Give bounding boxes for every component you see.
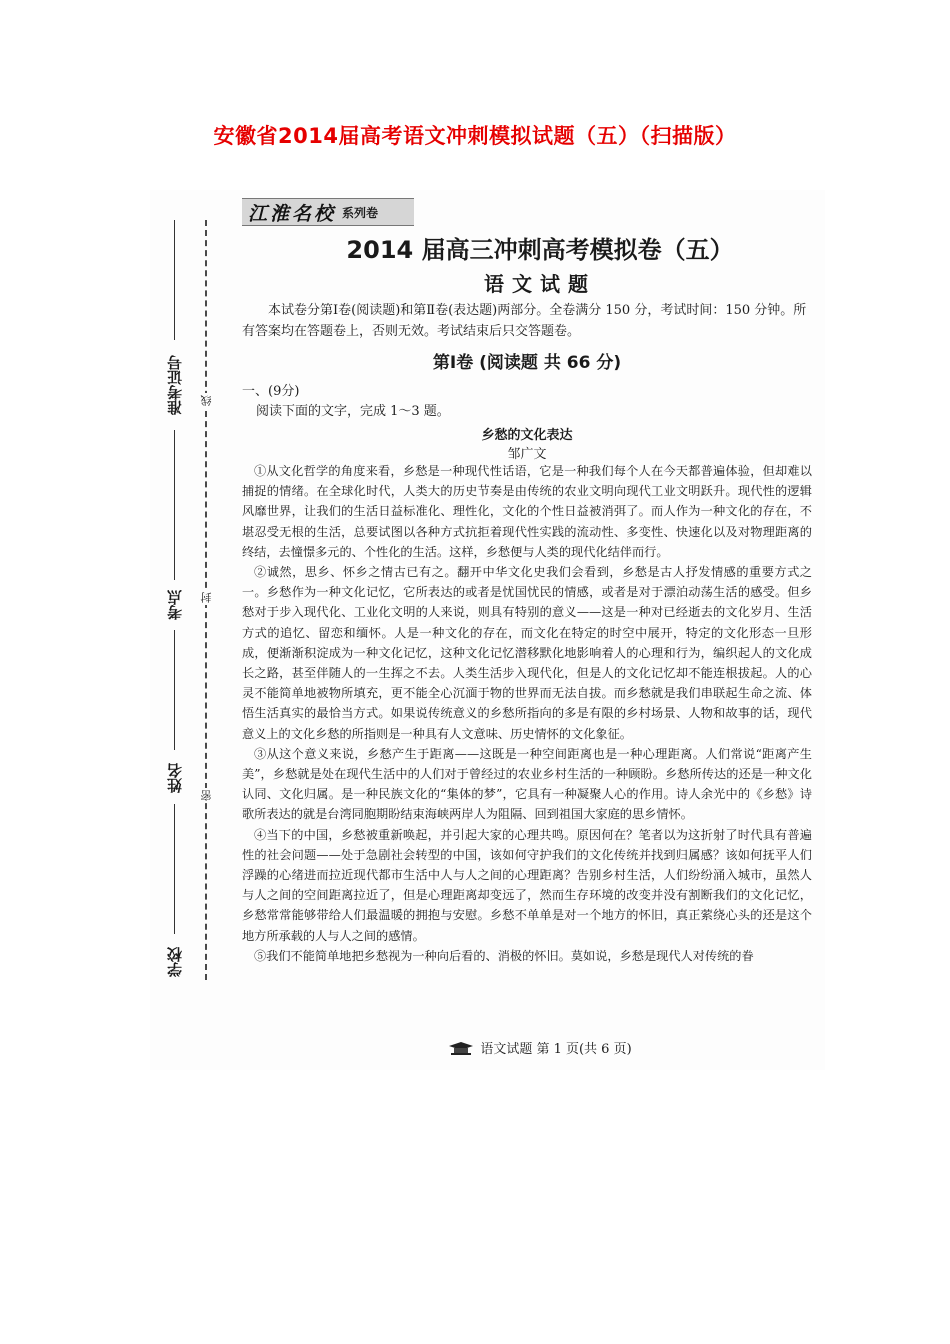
name-label: 姓名 xyxy=(166,763,184,793)
article-author: 邹广文 xyxy=(507,447,547,462)
series-logo-sub: 系列卷 xyxy=(342,205,379,220)
exam-title: 2014 届高三冲刺高考模拟卷（五） xyxy=(346,236,734,264)
graduation-cap-icon xyxy=(448,1041,474,1055)
seal-mark-seal: 封 xyxy=(200,592,213,603)
page-footer xyxy=(300,1038,780,1057)
series-logo xyxy=(242,198,414,226)
school-label: 学校 xyxy=(166,947,184,977)
article-paragraph-4: ④当下的中国，乡愁被重新唤起，并引起大家的心理共鸣。原因何在？笔者以为这折射了时代具有普遍性的社会问题——处于急剧社会转型的中国，该如何守护我们的文化传统并找到归属感？该如何抚平人们浮躁的心绪进而拉近现代都市生活中人与人之间的心理距离？告别乡村生活，人们纷纷涌入城市，虽然人与人之间的空间距离拉近了，但是心理距离却变远了，然而生存环境的改变并没有割断我们的文化记忆，乡愁常常能够带给人们最温暖的拥抱与安慰。乡愁不单单是对一个地方的怀旧，真正萦绕心头的还是这个地方所承载的人与人之间的感情。 xyxy=(242,827,812,943)
series-logo-text: 江淮名校 xyxy=(248,202,337,225)
admission-number-label: 准考证号 xyxy=(166,355,184,415)
field-line xyxy=(174,804,175,934)
section-heading: 第Ⅰ卷 (阅读题 共 66 分) xyxy=(432,353,622,373)
article-paragraph-2: ②诚然，思乡、怀乡之情古已有之。翻开中华文化史我们会看到，乡愁是古人抒发情感的重要方式之一。乡愁作为一种文化记忆，它所表达的或者是忧国忧民的情感，或者是对于漂泊动荡生活的感受。但乡愁对于步入现代化、工业化文明的人来说，则具有特别的意义——这是一种对已经逝去的文化岁月、生活方式的追忆、留恋和缅怀。人是一种文化的存在，而文化在特定的时空中展开，特定的文化形态一旦形成，便渐渐积淀成为一种文化记忆，这种文化记忆潜移默化地影响着人的心理和行为，编织起人的文化成长之路，甚至伴随人的一生挥之不去。人类生活步入现代化，但是人的文化记忆却不能连根拔起。人的心灵不能简单地被物所填充，更不能全心沉湎于物的世界而无法自拔。而乡愁就是我们串联起生命之流、体悟生活真实的最恰当方式。如果说传统意义的乡愁所指向的多是有限的乡村场景、人物和故事的话，现代意义上的文化乡愁的所指则是一种具有人文意味、历史情怀的文化象征。 xyxy=(242,565,812,741)
field-line xyxy=(174,630,175,750)
document-title: 安徽省2014届高考语文冲刺模拟试题（五）（扫描版） xyxy=(213,124,737,148)
binding-margin xyxy=(150,190,225,1000)
seal-mark-line: 线 xyxy=(200,395,213,406)
exam-site-label: 考点 xyxy=(166,590,184,620)
article-paragraph-1: ①从文化哲学的角度来看，乡愁是一种现代性话语，它是一种我们每个人在今天都普遍体验，但却难以捕捉的情绪。在全球化时代，人类大的历史节奏是由传统的农业文明向现代工业文明跃升。现代性的逻辑风靡世界，让我们的生活日益标准化、理性化，文化的个性日益被消弭了。而人作为一种文化的存在，不堪忍受无根的生活，总要试图以各种方式抗拒着现代性实践的流动性、多变性、快速化以及对物理距离的终结，去憧憬多元的、个性化的生活。这样，乡愁便与人类的现代化结伴而行。 xyxy=(242,464,812,559)
question-label: 一、(9分) xyxy=(242,384,300,399)
article-paragraph-3: ③从这个意义来说，乡愁产生于距离——这既是一种空间距离也是一种心理距离。人们常说“距离产生美”，乡愁就是处在现代生活中的人们对于曾经过的农业乡村生活的一种顾盼。乡愁所传达的还是一种文化认同、文化归属。是一种民族文化的“集体的梦”，它具有一种凝聚人心的作用。诗人余光中的《乡愁》诗歌所表达的就是台湾同胞期盼结束海峡两岸人为阻隔、回到祖国大家庭的思乡情怀。 xyxy=(242,746,812,822)
question-instruction: 阅读下面的文字，完成 1～3 题。 xyxy=(256,404,450,419)
scanned-exam-page xyxy=(150,190,825,1070)
page-number: 语文试题 第 1 页(共 6 页) xyxy=(480,1042,632,1057)
article-body xyxy=(242,461,812,966)
seal-mark-secret: 密 xyxy=(200,790,213,801)
article-paragraph-5: ⑤我们不能简单地把乡愁视为一种向后看的、消极的怀旧。莫如说，乡愁是现代人对传统的眷 xyxy=(254,948,754,963)
field-line xyxy=(174,220,175,340)
subject-title: 语文试题 xyxy=(484,272,596,296)
exam-instructions: 本试卷分第Ⅰ卷(阅读题)和第Ⅱ卷(表达题)两部分。全卷满分 150 分，考试时间：150 分钟。所有答案均在答题卷上，否则无效。考试结束后只交答题卷。 xyxy=(242,303,807,339)
field-line xyxy=(174,430,175,580)
article-title: 乡愁的文化表达 xyxy=(481,428,573,443)
